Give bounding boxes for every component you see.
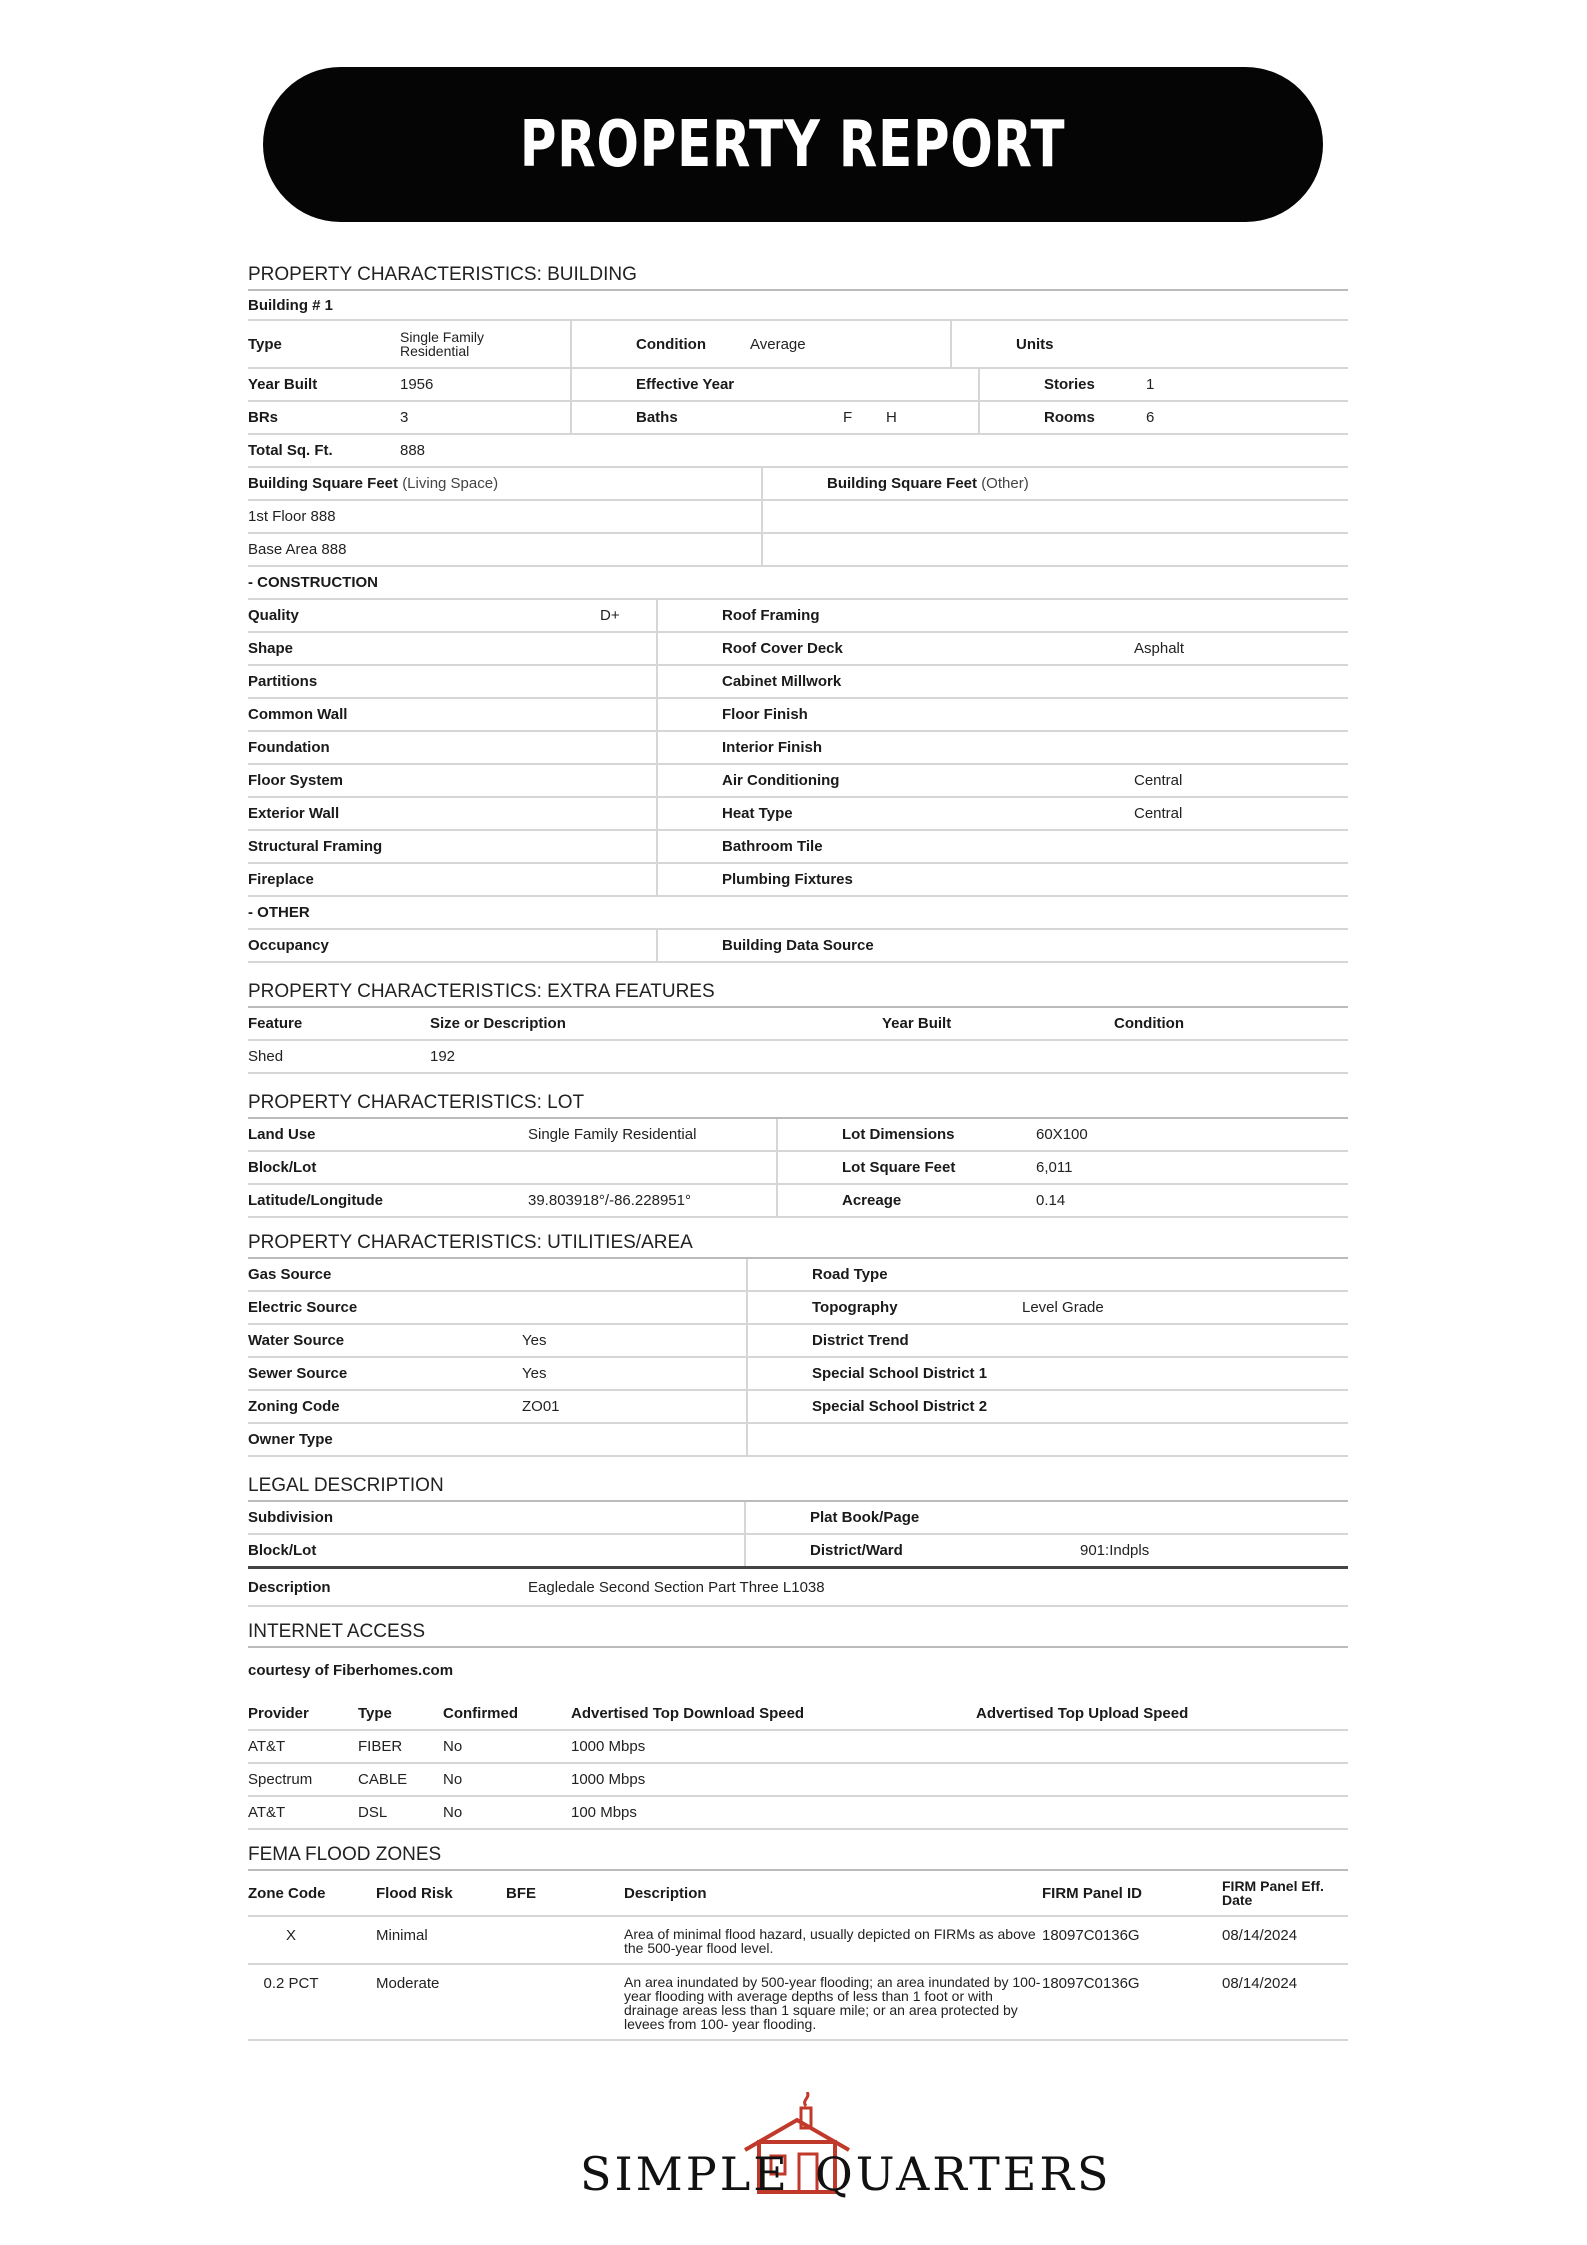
utility-value-cell	[522, 1259, 748, 1290]
utility-label: Water Source	[248, 1332, 345, 1349]
fema-cell: 0.2 PCT	[263, 1975, 319, 1992]
internet-cell: No	[443, 1804, 463, 1821]
living-space-note: (Living Space)	[402, 475, 499, 492]
rooms-value: 6	[1146, 409, 1155, 426]
legal-description-label: Description	[248, 1578, 331, 1596]
utility-value: Level Grade	[1022, 1299, 1104, 1316]
section-title-utilities: PROPERTY CHARACTERISTICS: UTILITIES/AREA	[248, 1224, 1348, 1259]
internet-cell: No	[443, 1738, 463, 1755]
fema-col-risk: Flood Risk	[376, 1884, 453, 1902]
table-row	[248, 1965, 1348, 2041]
lot-label: Lot Square Feet	[842, 1159, 956, 1176]
construction-label: Bathroom Tile	[722, 838, 823, 855]
internet-cell: AT&T	[248, 1738, 286, 1755]
lot-value: 60X100	[1036, 1126, 1088, 1143]
utility-value-cell	[522, 1358, 748, 1389]
fema-header-row	[248, 1871, 1348, 1917]
lot-label: Land Use	[248, 1126, 316, 1143]
table-row	[248, 732, 1348, 765]
construction-left-cell	[248, 831, 658, 862]
table-row	[248, 864, 1348, 897]
table-row	[248, 1325, 1348, 1358]
lot-label: Latitude/Longitude	[248, 1192, 383, 1209]
total-sqft-label: Total Sq. Ft.	[248, 442, 333, 459]
table-row	[248, 831, 1348, 864]
utility-value: ZO01	[522, 1398, 560, 1415]
stories-label: Stories	[1044, 376, 1095, 393]
utility-label: Owner Type	[248, 1431, 333, 1448]
utility-value-cell	[522, 1325, 748, 1356]
internet-cell: 1000 Mbps	[571, 1771, 646, 1788]
lot-value: 0.14	[1036, 1192, 1066, 1209]
total-sqft-value: 888	[400, 442, 426, 459]
base-area-value: Base Area 888	[248, 541, 347, 558]
table-row	[248, 1152, 1348, 1185]
baths-label: Baths	[636, 409, 678, 426]
construction-left-cell	[248, 666, 658, 697]
building-type-row	[248, 321, 1348, 369]
construction-label: Partitions	[248, 673, 318, 690]
table-row	[248, 798, 1348, 831]
internet-cell: Spectrum	[248, 1771, 313, 1788]
utility-label: Zoning Code	[248, 1398, 340, 1415]
section-title-legal: LEGAL DESCRIPTION	[248, 1467, 1348, 1502]
effective-year-label: Effective Year	[572, 369, 980, 400]
internet-col-type: Type	[358, 1705, 392, 1722]
type-label: Type	[248, 335, 282, 353]
fema-cell: X	[285, 1927, 296, 1944]
table-row	[248, 666, 1348, 699]
table-row	[248, 1119, 1348, 1152]
lot-value-cell	[528, 1119, 778, 1150]
construction-left-cell	[248, 732, 658, 763]
utility-label: Road Type	[812, 1266, 888, 1283]
internet-cell: 100 Mbps	[571, 1804, 637, 1821]
utility-value-cell	[522, 1424, 748, 1455]
legal-block-label: Block/Lot	[248, 1535, 746, 1566]
table-row	[248, 1185, 1348, 1218]
section-title-internet: INTERNET ACCESS	[248, 1613, 1348, 1648]
construction-label: Fireplace	[248, 871, 314, 888]
district-label: District/Ward	[810, 1542, 903, 1559]
other-space-label: Building Square Feet	[827, 475, 978, 492]
lot-value-cell	[528, 1152, 778, 1183]
extra-size: 192	[430, 1048, 456, 1065]
lot-value: Single Family Residential	[528, 1126, 697, 1143]
utility-label: District Trend	[812, 1332, 909, 1349]
table-row	[248, 1797, 1348, 1830]
year-built-row	[248, 369, 1348, 402]
other-title: - OTHER	[248, 904, 310, 921]
construction-label: Exterior Wall	[248, 805, 340, 822]
brs-label: BRs	[248, 409, 279, 426]
fema-cell: Minimal	[376, 1927, 428, 1944]
fema-col-panel-date: FIRM Panel Eff. Date	[1222, 1878, 1324, 1908]
utility-value-cell	[522, 1391, 748, 1422]
construction-value: Central	[1134, 772, 1183, 789]
internet-cell: FIBER	[358, 1738, 403, 1755]
fema-col-bfe: BFE	[506, 1884, 536, 1902]
brs-value: 3	[400, 409, 409, 426]
utility-label: Electric Source	[248, 1299, 358, 1316]
fema-cell	[506, 1971, 624, 1979]
fema-cell: 08/14/2024	[1222, 1975, 1298, 1992]
construction-left-cell	[248, 798, 658, 829]
table-row	[248, 633, 1348, 666]
year-built-label: Year Built	[248, 376, 318, 393]
utility-value-cell	[522, 1292, 748, 1323]
subdivision-label: Subdivision	[248, 1502, 746, 1533]
construction-table	[248, 600, 1348, 897]
title-banner	[263, 67, 1323, 222]
table-row	[248, 1041, 1348, 1074]
occupancy-label: Occupancy	[248, 930, 658, 961]
construction-label: Interior Finish	[722, 739, 823, 756]
construction-label: Shape	[248, 640, 294, 657]
extra-col-feature: Feature	[248, 1015, 303, 1032]
condition-label: Condition	[636, 335, 706, 353]
brs-row	[248, 402, 1348, 435]
internet-col-confirmed: Confirmed	[443, 1705, 518, 1722]
utility-label: Special School District 1	[812, 1365, 988, 1382]
utilities-table	[248, 1259, 1348, 1457]
page-title: PROPERTY REPORT	[520, 107, 1066, 182]
fema-cell: 18097C0136G	[1042, 1975, 1140, 1992]
construction-title: - CONSTRUCTION	[248, 574, 378, 591]
fema-col-description: Description	[624, 1884, 707, 1902]
construction-left-cell	[248, 765, 658, 796]
construction-header	[248, 567, 1348, 600]
other-space-note: (Other)	[981, 475, 1029, 492]
construction-label: Floor System	[248, 772, 344, 789]
simple-quarters-logo	[580, 2092, 1112, 2201]
internet-cell: 1000 Mbps	[571, 1738, 646, 1755]
plat-label: Plat Book/Page	[810, 1509, 920, 1526]
table-row	[248, 1259, 1348, 1292]
fema-cell: Moderate	[376, 1975, 440, 1992]
lot-value-cell	[528, 1185, 778, 1216]
utility-value: Yes	[522, 1332, 547, 1349]
table-row	[248, 1731, 1348, 1764]
table-row	[248, 1917, 1348, 1965]
baths-half: H	[886, 409, 897, 426]
total-sqft-row	[248, 435, 1348, 468]
extra-feature: Shed	[248, 1048, 284, 1065]
other-header	[248, 897, 1348, 930]
subdivision-row	[248, 1502, 1348, 1535]
construction-label: Common Wall	[248, 706, 348, 723]
type-value: Single Family Residential	[400, 329, 485, 359]
base-area-row	[248, 534, 1348, 567]
construction-label: Roof Cover Deck	[722, 640, 843, 657]
section-title-fema: FEMA FLOOD ZONES	[248, 1836, 1348, 1871]
baths-full: F	[843, 409, 853, 426]
construction-label: Air Conditioning	[722, 772, 840, 789]
construction-left-cell	[248, 600, 658, 631]
extra-col-size: Size or Description	[430, 1015, 566, 1032]
fema-cell: An area inundated by 500-year flooding; an area inundated by 100-year flooding with average depths of less than 1 foot or with drainage areas less than 1 square mile; or an area protected by levees from 100- year flooding.	[624, 1974, 1041, 2032]
sqft-header-row	[248, 468, 1348, 501]
construction-value: Asphalt	[1134, 640, 1185, 657]
extra-col-year: Year Built	[882, 1015, 952, 1032]
internet-table	[248, 1731, 1348, 1830]
fema-col-panel-id: FIRM Panel ID	[1042, 1884, 1143, 1902]
living-space-label: Building Square Feet	[248, 475, 399, 492]
table-row	[248, 1764, 1348, 1797]
construction-label: Quality	[248, 607, 299, 624]
legal-description-value: Eagledale Second Section Part Three L1038	[528, 1578, 825, 1596]
construction-label: Floor Finish	[722, 706, 808, 723]
construction-value: Central	[1134, 805, 1183, 822]
fema-cell: Area of minimal flood hazard, usually depicted on FIRMs as above the 500-year flood level.	[624, 1926, 1036, 1956]
block-district-row	[248, 1535, 1348, 1569]
district-value: 901:Indpls	[1080, 1542, 1150, 1559]
condition-value: Average	[750, 335, 806, 353]
table-row	[248, 765, 1348, 798]
construction-label: Structural Framing	[248, 838, 383, 855]
fema-cell	[506, 1923, 624, 1931]
construction-value: D+	[600, 607, 620, 624]
internet-cell: CABLE	[358, 1771, 408, 1788]
stories-value: 1	[1146, 376, 1155, 393]
construction-label: Plumbing Fixtures	[722, 871, 853, 888]
extra-col-condition: Condition	[1114, 1015, 1184, 1032]
building-number: Building # 1	[248, 296, 334, 314]
extra-header-row	[248, 1008, 1348, 1041]
construction-label: Roof Framing	[722, 607, 820, 624]
internet-col-upload: Advertised Top Upload Speed	[976, 1705, 1189, 1722]
utility-label	[748, 1436, 1022, 1444]
lot-label: Lot Dimensions	[842, 1126, 955, 1143]
units-label: Units	[1016, 335, 1054, 353]
internet-courtesy: courtesy of Fiberhomes.com	[248, 1661, 454, 1679]
internet-cell: AT&T	[248, 1804, 286, 1821]
rooms-label: Rooms	[1044, 409, 1095, 426]
table-row	[248, 1292, 1348, 1325]
lot-value: 39.803918°/-86.228951°	[528, 1192, 691, 1209]
occupancy-row	[248, 930, 1348, 963]
first-floor-value: 1st Floor 888	[248, 508, 336, 525]
internet-cell: DSL	[358, 1804, 388, 1821]
utility-label: Special School District 2	[812, 1398, 988, 1415]
internet-header-row	[248, 1698, 1348, 1731]
utility-value: Yes	[522, 1365, 547, 1382]
table-row	[248, 1358, 1348, 1391]
data-source-label: Building Data Source	[722, 937, 874, 954]
utility-label: Topography	[812, 1299, 898, 1316]
fema-cell: 08/14/2024	[1222, 1927, 1298, 1944]
construction-left-cell	[248, 864, 658, 895]
fema-table	[248, 1917, 1348, 2041]
report-body	[248, 256, 1348, 2041]
fema-col-zone: Zone Code	[248, 1884, 326, 1902]
logo-text-simple: SIMPLE	[580, 2147, 790, 2201]
construction-left-cell	[248, 633, 658, 664]
utility-label: Gas Source	[248, 1266, 332, 1283]
internet-col-provider: Provider	[248, 1705, 309, 1722]
construction-label: Foundation	[248, 739, 330, 756]
year-built-value: 1956	[400, 376, 434, 393]
section-title-lot: PROPERTY CHARACTERISTICS: LOT	[248, 1084, 1348, 1119]
internet-cell: No	[443, 1771, 463, 1788]
table-row	[248, 1424, 1348, 1457]
fema-cell: 18097C0136G	[1042, 1927, 1140, 1944]
table-row	[248, 1391, 1348, 1424]
table-row	[248, 600, 1348, 633]
construction-label: Heat Type	[722, 805, 793, 822]
internet-col-download: Advertised Top Download Speed	[571, 1705, 805, 1722]
lot-table	[248, 1119, 1348, 1218]
section-title-extra: PROPERTY CHARACTERISTICS: EXTRA FEATURES	[248, 973, 1348, 1008]
section-title-building: PROPERTY CHARACTERISTICS: BUILDING	[248, 256, 1348, 291]
logo-text-quarters: QUARTERS	[815, 2147, 1112, 2201]
extra-year	[882, 1053, 1114, 1061]
utility-label: Sewer Source	[248, 1365, 348, 1382]
lot-label: Block/Lot	[248, 1159, 317, 1176]
table-row	[248, 699, 1348, 732]
lot-value: 6,011	[1036, 1159, 1073, 1176]
first-floor-row	[248, 501, 1348, 534]
building-number-row	[248, 291, 1348, 321]
construction-left-cell	[248, 699, 658, 730]
construction-label: Cabinet Millwork	[722, 673, 842, 690]
legal-description-row	[248, 1569, 1348, 1607]
lot-label: Acreage	[842, 1192, 902, 1209]
